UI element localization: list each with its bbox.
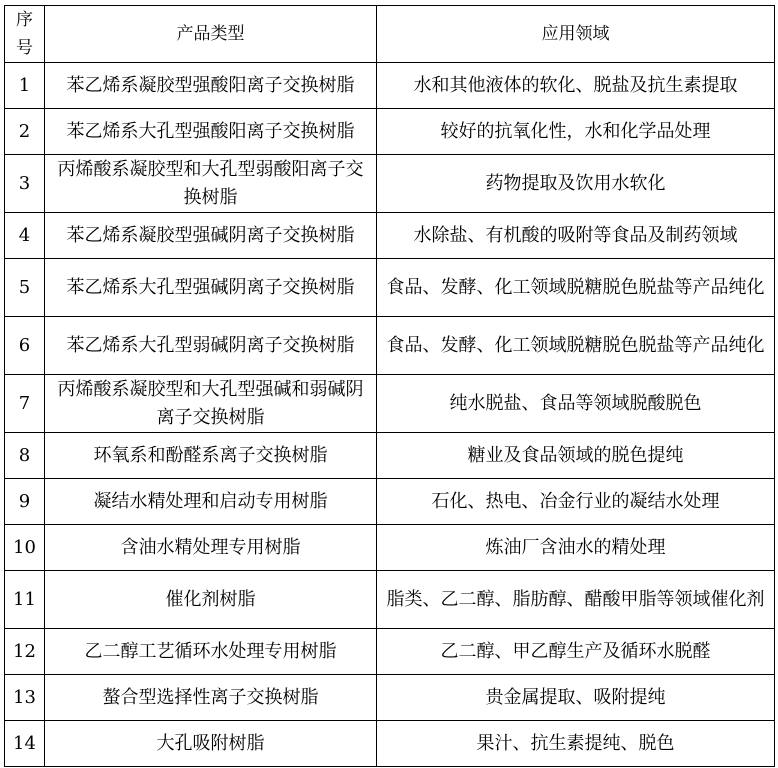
- row-application: 果汁、抗生素提纯、脱色: [377, 721, 775, 767]
- row-index: 5: [5, 259, 45, 317]
- table-row: [5, 629, 775, 675]
- table-row: [5, 479, 775, 525]
- table-row: [5, 721, 775, 767]
- row-application: 乙二醇、甲乙醇生产及循环水脱醛: [377, 629, 775, 675]
- row-application: 炼油厂含油水的精处理: [377, 525, 775, 571]
- row-index: 12: [5, 629, 45, 675]
- table-row: [5, 213, 775, 259]
- row-application: 脂类、乙二醇、脂肪醇、醋酸甲脂等领域催化剂: [377, 571, 775, 629]
- header-row: [5, 6, 775, 63]
- row-product-type: 丙烯酸系凝胶型和大孔型弱酸阳离子交换树脂: [45, 155, 377, 213]
- row-product-type: 催化剂树脂: [45, 571, 377, 629]
- row-index: 4: [5, 213, 45, 259]
- row-index: 7: [5, 375, 45, 433]
- row-product-type: 凝结水精处理和启动专用树脂: [45, 479, 377, 525]
- row-product-type: 苯乙烯系大孔型强碱阴离子交换树脂: [45, 259, 377, 317]
- table-row: [5, 525, 775, 571]
- row-product-type: 苯乙烯系大孔型弱碱阴离子交换树脂: [45, 317, 377, 375]
- row-index: 6: [5, 317, 45, 375]
- row-application: 贵金属提取、吸附提纯: [377, 675, 775, 721]
- row-index: 1: [5, 63, 45, 109]
- row-application: 纯水脱盐、食品等领域脱酸脱色: [377, 375, 775, 433]
- row-application: 石化、热电、冶金行业的凝结水处理: [377, 479, 775, 525]
- table-row: [5, 433, 775, 479]
- row-application: 食品、发酵、化工领域脱糖脱色脱盐等产品纯化: [377, 259, 775, 317]
- row-product-type: 苯乙烯系凝胶型强碱阴离子交换树脂: [45, 213, 377, 259]
- header-product-type: 产品类型: [45, 6, 377, 63]
- resin-table: [4, 5, 775, 767]
- header-application: 应用领域: [377, 6, 775, 63]
- row-application: 较好的抗氧化性，水和化学品处理: [377, 109, 775, 155]
- table-row: [5, 155, 775, 213]
- table-row: [5, 63, 775, 109]
- row-index: 10: [5, 525, 45, 571]
- table-row: [5, 109, 775, 155]
- table-row: [5, 571, 775, 629]
- row-application: 药物提取及饮用水软化: [377, 155, 775, 213]
- row-product-type: 环氧系和酚醛系离子交换树脂: [45, 433, 377, 479]
- row-product-type: 大孔吸附树脂: [45, 721, 377, 767]
- row-application: 食品、发酵、化工领域脱糖脱色脱盐等产品纯化: [377, 317, 775, 375]
- table-row: [5, 317, 775, 375]
- row-index: 8: [5, 433, 45, 479]
- row-index: 3: [5, 155, 45, 213]
- row-product-type: 乙二醇工艺循环水处理专用树脂: [45, 629, 377, 675]
- row-product-type: 苯乙烯系凝胶型强酸阳离子交换树脂: [45, 63, 377, 109]
- row-index: 13: [5, 675, 45, 721]
- row-index: 14: [5, 721, 45, 767]
- row-application: 糖业及食品领域的脱色提纯: [377, 433, 775, 479]
- row-product-type: 含油水精处理专用树脂: [45, 525, 377, 571]
- row-index: 9: [5, 479, 45, 525]
- row-application: 水除盐、有机酸的吸附等食品及制药领域: [377, 213, 775, 259]
- table-row: [5, 675, 775, 721]
- row-product-type: 苯乙烯系大孔型强酸阳离子交换树脂: [45, 109, 377, 155]
- row-product-type: 丙烯酸系凝胶型和大孔型强碱和弱碱阴离子交换树脂: [45, 375, 377, 433]
- header-index: 序号: [5, 6, 45, 63]
- row-index: 11: [5, 571, 45, 629]
- row-application: 水和其他液体的软化、脱盐及抗生素提取: [377, 63, 775, 109]
- row-product-type: 螯合型选择性离子交换树脂: [45, 675, 377, 721]
- table-row: [5, 375, 775, 433]
- table-row: [5, 259, 775, 317]
- row-index: 2: [5, 109, 45, 155]
